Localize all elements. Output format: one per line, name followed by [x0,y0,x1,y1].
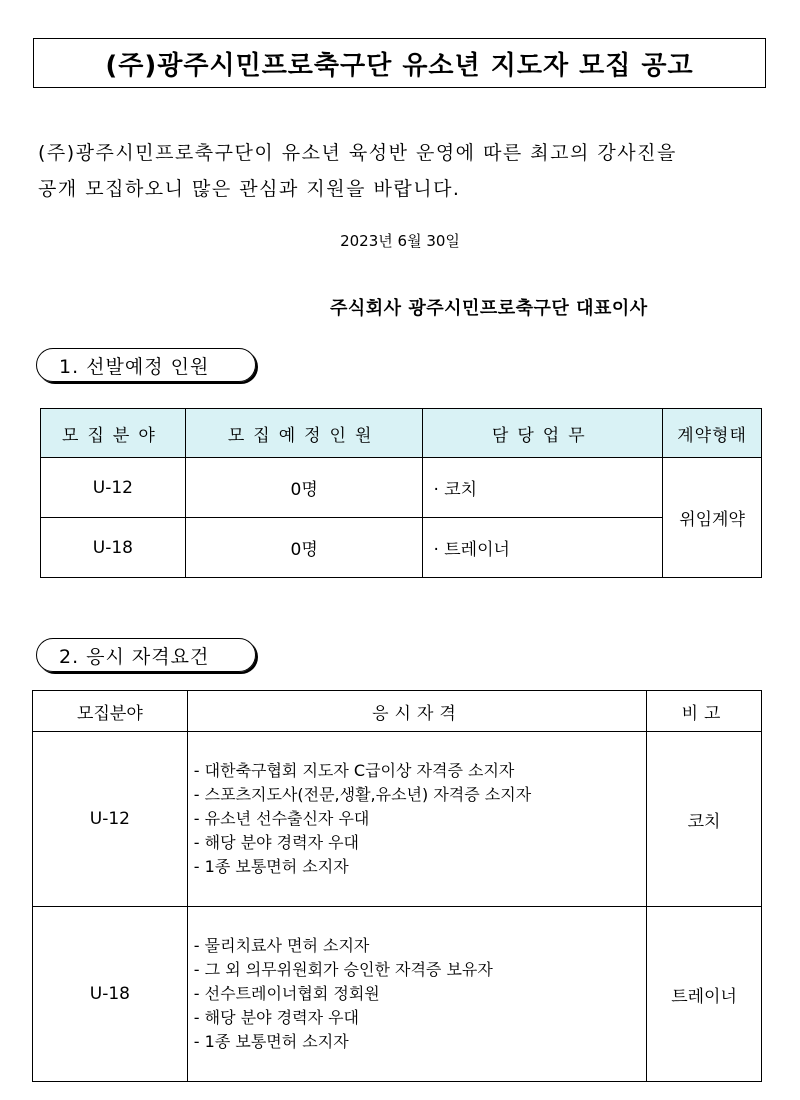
header-duty: 담당업무 [423,409,663,458]
row-note: 트레이너 [647,907,762,1082]
contract-type: 위임계약 [663,458,762,578]
row-field: U-12 [41,458,186,518]
row-duty: · 트레이너 [423,518,663,578]
table-row [33,907,762,1082]
notice-title: (주)광주시민프로축구단 유소년 지도자 모집 공고 [33,38,766,88]
header-field: 모집분야 [41,409,186,458]
table-row [33,732,762,907]
header-contract: 계약형태 [663,409,762,458]
row-note: 코치 [647,732,762,907]
header-field: 모집분야 [33,691,188,732]
list-item: - 그 외 의무위원회가 승인한 자격증 보유자 [193,960,493,979]
header-count: 모집예정인원 [185,409,423,458]
recruitment-count-table [40,408,762,578]
table-row [41,518,762,578]
organization-signature: 주식회사 광주시민프로축구단 대표이사 [330,298,648,319]
row-duty: · 코치 [423,458,663,518]
table-row [41,458,762,518]
table-header-row [33,691,762,732]
list-item: - 해당 분야 경력자 우대 [193,833,360,852]
list-item: - 해당 분야 경력자 우대 [193,1008,360,1027]
row-count: 0명 [185,458,423,518]
row-count: 0명 [185,518,423,578]
list-item: - 1종 보통면허 소지자 [193,1032,349,1051]
section-1-heading: 1. 선발예정 인원 [36,348,256,382]
header-qualification: 응시자격 [187,691,646,732]
list-item: - 1종 보통면허 소지자 [193,857,349,876]
qualification-table [32,690,762,1082]
section-2-heading: 2. 응시 자격요건 [36,638,256,672]
qualification-list [187,907,646,1082]
list-item: - 유소년 선수출신자 우대 [193,809,370,828]
list-item: - 스포츠지도사(전문,생활,유소년) 자격증 소지자 [193,785,532,804]
list-item: - 선수트레이너협회 정회원 [193,984,380,1003]
intro-text [38,135,768,207]
list-item: - 물리치료사 면허 소지자 [193,936,370,955]
row-field: U-18 [41,518,186,578]
row-field: U-12 [33,732,188,907]
intro-line-2: 공개 모집하오니 많은 관심과 지원을 바랍니다. [38,178,461,200]
list-item: - 대한축구협회 지도자 C급이상 자격증 소지자 [193,761,515,780]
table-header-row [41,409,762,458]
row-field: U-18 [33,907,188,1082]
header-note: 비고 [647,691,762,732]
intro-line-1: (주)광주시민프로축구단이 유소년 육성반 운영에 따른 최고의 강사진을 [38,142,677,164]
qualification-list [187,732,646,907]
notice-date: 2023년 6월 30일 [340,232,460,250]
